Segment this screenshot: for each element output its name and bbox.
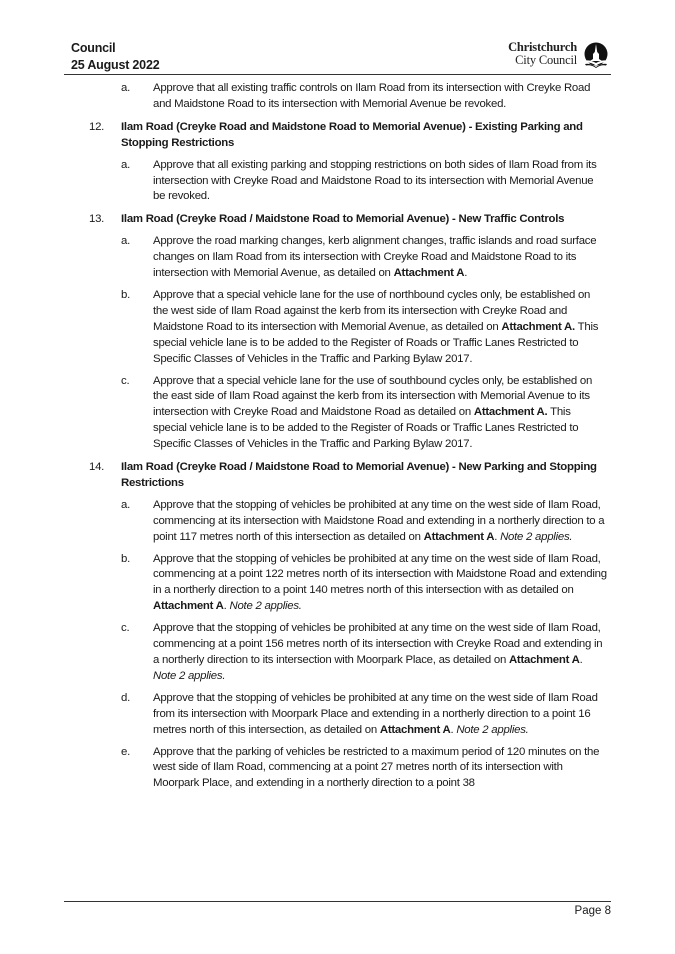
document-body xyxy=(0,81,675,792)
attachment-reference: Attachment A xyxy=(393,267,465,280)
sub-clause xyxy=(0,374,675,454)
attachment-reference: Attachment A xyxy=(423,530,495,543)
clause-text xyxy=(153,158,607,206)
clause-text xyxy=(153,621,607,685)
item-number: 14. xyxy=(89,461,105,474)
item-heading: Ilam Road (Creyke Road / Maidstone Road to Memorial Avenue) - New Parking and Stopping Restrictions xyxy=(121,461,597,489)
item-number: 13. xyxy=(89,213,105,226)
clause-letter: a. xyxy=(121,158,130,171)
clause-letter: c. xyxy=(121,374,130,387)
logo-line-1: Christchurch xyxy=(508,40,577,54)
clause-letter: a. xyxy=(121,235,130,248)
header-divider xyxy=(64,74,611,75)
attachment-reference: Attachment A. xyxy=(473,406,548,419)
resolution-item-14 xyxy=(0,453,675,792)
clause-text-run: . xyxy=(223,600,230,613)
item-heading: Ilam Road (Creyke Road / Maidstone Road to Memorial Avenue) - New Traffic Controls xyxy=(121,213,565,226)
resolution-item-continued xyxy=(0,81,675,113)
page-number: Page 8 xyxy=(574,905,611,917)
sub-clause xyxy=(0,498,675,546)
note-reference: Note 2 applies. xyxy=(153,669,226,682)
sub-clause xyxy=(0,691,675,739)
logo-line-2: City Council xyxy=(515,53,577,67)
clause-text-run: Approve that all existing traffic controls on Ilam Road from its intersection with Creyke Road and Maidstone Road to its intersection with Memorial Avenue be revoked. xyxy=(153,82,591,110)
clause-text-run: Approve that the stopping of vehicles be prohibited at any time on the west side of Ilam Road, commencing at a point 156 metres north of its intersection with Creyke Road and extending in a northerly direction to its intersection with Moorpark Place, as detailed on xyxy=(153,622,603,666)
clause-text-run: This special vehicle lane is to be added to the Register of Roads or Traffic Lanes Restricted to Specific Classes of Vehicles in the Traffic and Parking Bylaw 2017. xyxy=(153,406,579,451)
sub-clause xyxy=(0,158,675,206)
sub-clause xyxy=(0,81,675,113)
meeting-name: Council xyxy=(71,41,116,55)
clause-letter: b. xyxy=(121,552,130,565)
clause-text-run: Approve the road marking changes, kerb alignment changes, traffic islands and road surface changes on Ilam Road from its intersection with Creyke Road and Maidstone Road to its intersection with Memorial Avenue, as detailed on xyxy=(153,235,597,280)
item-heading: Ilam Road (Creyke Road and Maidstone Road to Memorial Avenue) - Existing Parking and Stopping Restrictions xyxy=(121,120,583,149)
clause-text-run: Approve that a special vehicle lane for the use of southbound cycles only, be established on the east side of Ilam Road against the kerb from its intersection with Memorial Avenue to its intersection with Creyke Road and Maidstone Road as detailed on xyxy=(153,374,593,419)
clause-text-run: . xyxy=(450,723,457,736)
sub-clause xyxy=(0,621,675,685)
clause-text-run: Approve that the parking of vehicles be restricted to a maximum period of 120 minutes on the west side of Ilam Road, commencing at a point 27 metres north of its intersection with Moorpark Place, and extending in a northerly direction to a point 38 xyxy=(153,745,600,790)
sub-clause xyxy=(0,288,675,368)
clause-text xyxy=(153,745,607,793)
attachment-reference: Attachment A xyxy=(153,600,224,613)
attachment-reference: Attachment A xyxy=(379,723,451,736)
resolution-item-12 xyxy=(0,113,675,206)
note-reference: Note 2 applies. xyxy=(500,530,573,543)
sub-clause xyxy=(0,234,675,282)
clause-text xyxy=(153,81,607,113)
clause-text-run: Approve that a special vehicle lane for the use of northbound cycles only, be established on the west side of Ilam Road against the kerb from its intersection with Creyke Road and Maidstone Road to its intersection with Memorial Avenue, as detailed on xyxy=(153,288,591,333)
clause-letter: a. xyxy=(121,498,130,511)
clause-text-run: Approve that all existing parking and stopping restrictions on both sides of Ilam Road from its intersection with Creyke Road and Maidstone Road to its intersection with Memorial Avenue be revoked. xyxy=(153,158,597,203)
clause-letter: e. xyxy=(121,745,130,758)
page-header-left xyxy=(71,40,159,74)
clause-text-run: Approve that the stopping of vehicles be prohibited at any time on the west side of Ilam Road, commencing at its intersection with Maidstone Road and extending in a northerly direction to a point 117 metres north of this intersection as detailed on xyxy=(153,498,605,543)
clause-letter: b. xyxy=(121,288,130,301)
item-number: 12. xyxy=(89,120,105,133)
clause-text xyxy=(153,288,607,368)
clause-text xyxy=(153,498,607,546)
clause-text xyxy=(153,374,607,454)
logo-wordmark xyxy=(508,41,577,67)
clause-letter: c. xyxy=(121,622,130,635)
attachment-reference: Attachment A xyxy=(508,654,580,666)
note-reference: Note 2 applies. xyxy=(456,723,529,736)
clause-letter: d. xyxy=(121,691,130,704)
clause-text xyxy=(153,552,607,616)
footer-divider xyxy=(64,901,611,902)
clause-text xyxy=(153,234,607,282)
sub-clause xyxy=(0,552,675,616)
clause-text-run: This special vehicle lane is to be added to the Register of Roads or Traffic Lanes Restricted to Specific Classes of Vehicles in the Traffic and Parking Bylaw 2017. xyxy=(153,320,599,365)
cathedral-logo-icon xyxy=(582,42,610,68)
council-logo xyxy=(480,41,610,71)
note-reference: Note 2 applies. xyxy=(229,600,302,613)
clause-text xyxy=(153,691,607,739)
clause-text-run: Approve that the stopping of vehicles be prohibited at any time on the west side of Ilam Road, commencing at a point 122 metres north of its intersection with Maidstone Road and extending in a northerly direction to a point 140 metres north of this intersection with as detailed on xyxy=(153,552,607,597)
clause-text-run: . xyxy=(579,654,583,666)
clause-letter: a. xyxy=(121,82,130,94)
clause-text-run: . xyxy=(494,530,501,543)
sub-clause xyxy=(0,745,675,793)
meeting-date: 25 August 2022 xyxy=(71,58,160,72)
clause-text-run: Approve that the stopping of vehicles be prohibited at any time on the west side of Ilam Road from its intersection with Moorpark Place and extending in a northerly direction to a point 16 metres north of this intersection, as detailed on xyxy=(153,691,598,736)
clause-text-run: . xyxy=(464,267,468,280)
attachment-reference: Attachment A. xyxy=(501,320,575,333)
resolution-item-13 xyxy=(0,205,675,453)
